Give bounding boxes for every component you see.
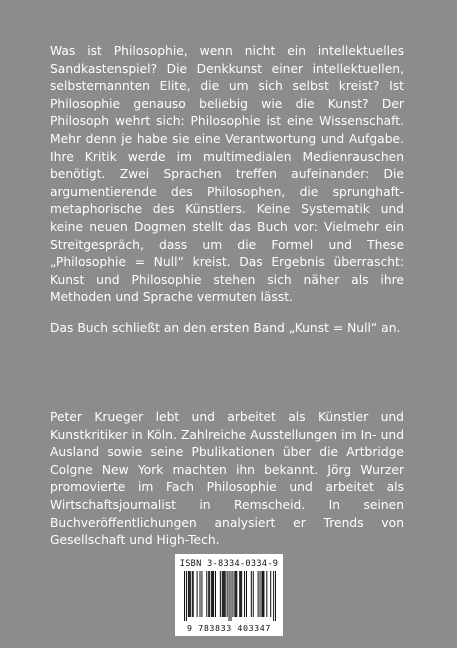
barcode-bar xyxy=(213,571,214,617)
barcode-bar xyxy=(244,571,245,617)
barcode-bar xyxy=(184,571,185,621)
barcode-bar xyxy=(199,571,200,617)
barcode-bar xyxy=(211,571,212,617)
barcode-bar xyxy=(225,571,226,617)
barcode-bar xyxy=(273,571,274,621)
barcode-bar xyxy=(223,571,224,617)
barcode-bar xyxy=(263,571,264,617)
barcode-bar xyxy=(215,571,216,617)
barcode-bar xyxy=(188,571,189,617)
series-note xyxy=(50,320,404,338)
barcode-bar xyxy=(208,571,209,617)
ean-digits: 9 783833 403347 xyxy=(187,623,271,633)
barcode-bar xyxy=(212,571,213,617)
book-description xyxy=(50,43,404,307)
barcode-bar xyxy=(235,571,236,617)
barcode-bar xyxy=(236,571,237,617)
isbn-label: ISBN 3-8334-0334-9 xyxy=(179,559,279,569)
barcode-bar xyxy=(230,571,231,621)
barcode-bar xyxy=(206,571,207,617)
authors-bio-paragraph: Peter Krueger lebt und arbeitet als Künstler und Kunstkritiker in Köln. Zahlreiche Ausstellungen im In- und Ausland sowie seine Pbulikationen über die Artbridge Colgne New York machten ihn bekannt. Jörg Wurzer promovierte im Fach Philosophie und arbeitet als Wirtschaftsjournalist in Remscheid. In seinen Buchveröffentlichungen analysiert er Trends von Gesellschaft und High-Tech. xyxy=(50,410,404,548)
barcode-bar xyxy=(229,571,230,621)
barcode-bar xyxy=(241,571,242,617)
isbn-barcode xyxy=(175,554,283,636)
barcode-bar xyxy=(275,571,276,621)
barcode-bar xyxy=(253,571,254,617)
barcode-bar xyxy=(246,571,247,617)
barcode-bar xyxy=(227,571,228,617)
series-note-paragraph: Das Buch schließt an den ersten Band „Kunst = Null“ an. xyxy=(50,321,401,335)
barcode-bar xyxy=(201,571,202,617)
barcode-bar xyxy=(261,571,262,617)
authors-bio xyxy=(50,409,404,550)
barcode-bar xyxy=(270,571,271,617)
barcode-bar xyxy=(239,571,240,617)
barcode-bar xyxy=(258,571,259,617)
barcode-bar xyxy=(220,571,221,617)
barcode-bar xyxy=(260,571,261,617)
barcode-bar xyxy=(240,571,241,617)
barcode-bar xyxy=(234,571,235,617)
barcode-bar xyxy=(224,571,225,617)
barcode-bar xyxy=(197,571,198,617)
barcode-bar xyxy=(222,571,223,617)
barcode-bar xyxy=(189,571,190,617)
barcode-bar xyxy=(232,571,233,617)
description-paragraph: Was ist Philosophie, wenn nicht ein intellektuelles Sandkastenspiel? Die Denkkunst einer intellektuellen, selbsternannten Elite, die um sich selbst kreist? Ist Philosophie genauso beliebig wie die Kunst? Der Philosoph wehrt sich: Philosophie ist eine Wissenschaft. Mehr denn je habe sie eine Verantwortung und Aufgabe. Ihre Kritik werde im multimedialen Medienrauschen benötigt. Zwei Sprachen treffen aufeinander: Die argumentierende des Philosophen, die sprunghaft-metaphorische des Künstlers. Keine Systematik und keine neuen Dogmen stellt das Buch vor: Vielmehr ein Streitgespräch, dass um die Formel und These „Philosophie = Null“ kreist. Das Ergebnis überrascht: Kunst und Philosophie stehen sich näher als ihre Methoden und Sprache vermuten lässt. xyxy=(50,44,404,305)
barcode-bar xyxy=(186,571,187,621)
barcode-bar xyxy=(262,571,263,617)
barcode-bar xyxy=(209,571,210,617)
barcode-bar xyxy=(190,571,191,617)
barcode-bars xyxy=(184,571,276,621)
barcode-bar xyxy=(251,571,252,617)
barcode-bar xyxy=(192,571,193,617)
barcode-bar xyxy=(193,571,194,617)
barcode-bar xyxy=(266,571,267,617)
